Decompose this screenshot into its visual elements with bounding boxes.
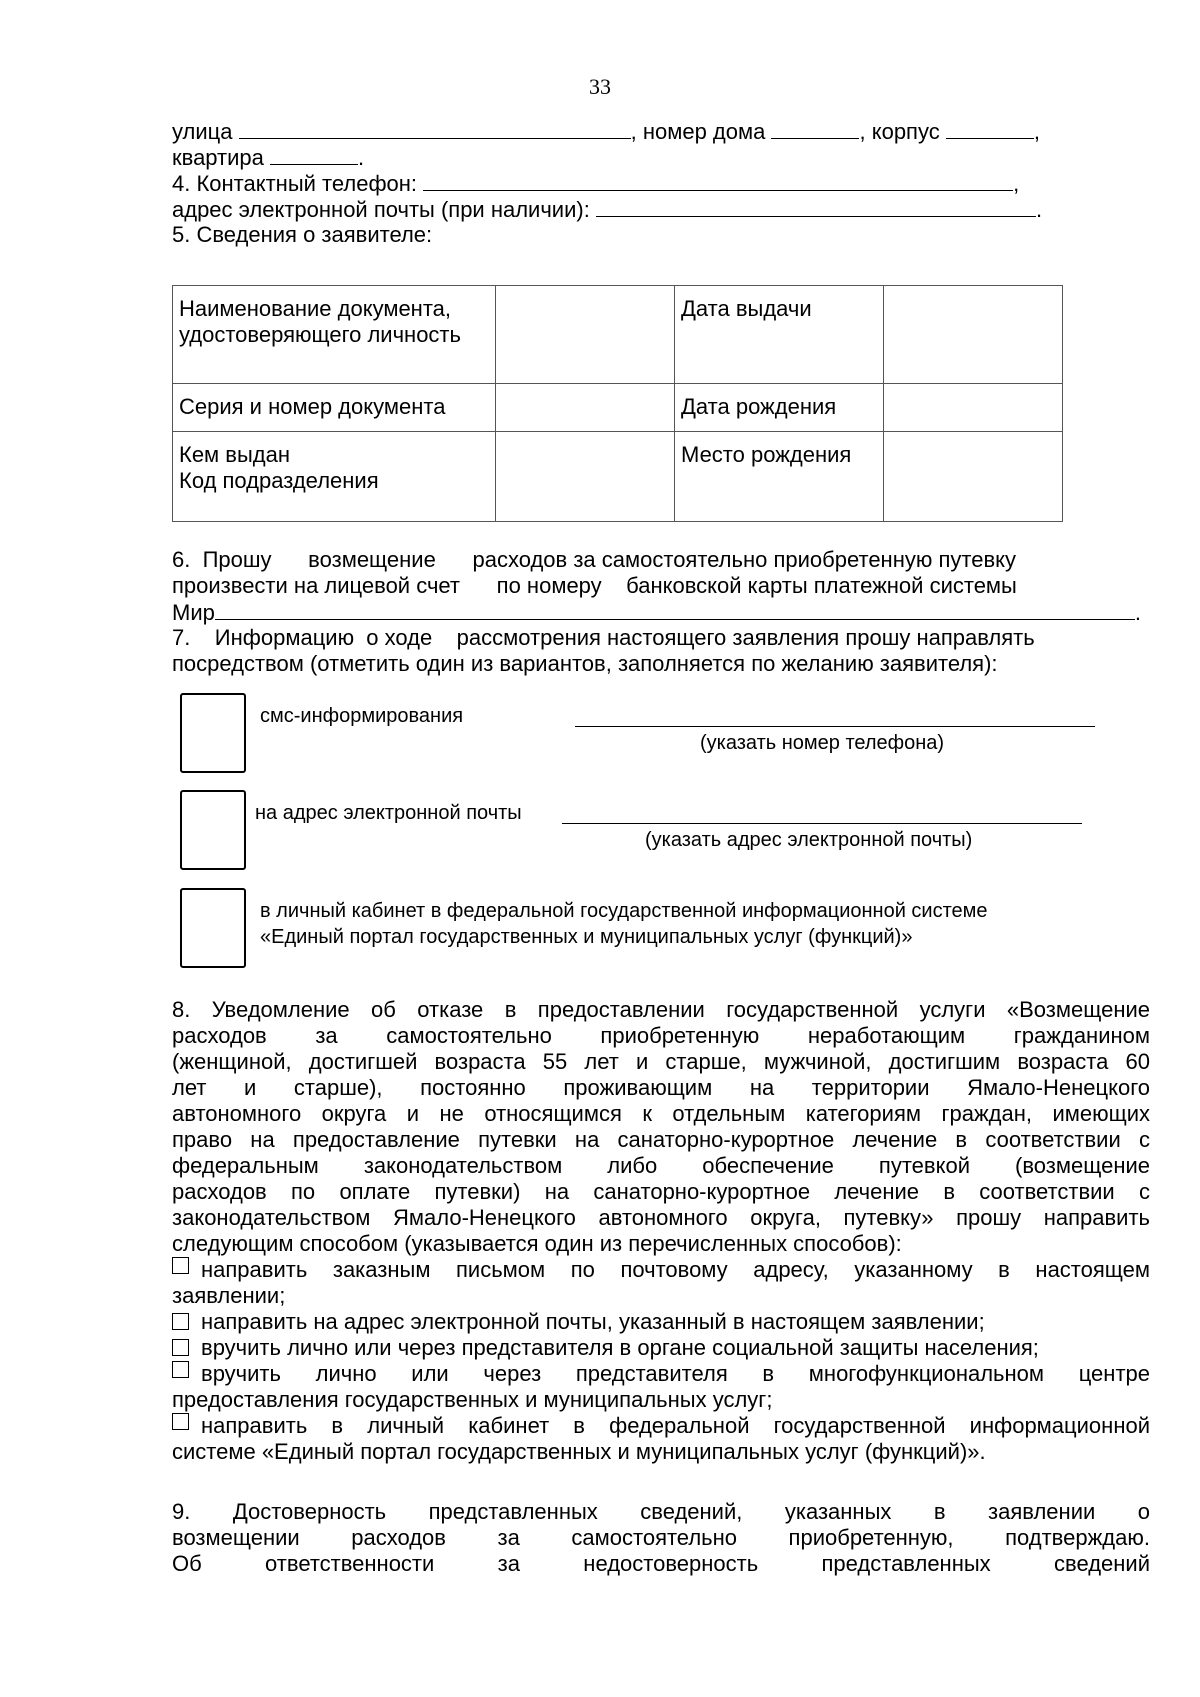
option-checkbox[interactable] [172, 1339, 189, 1356]
p7-line: 7. Информацию о ходе рассмотрения настоящего заявления прошу направлять [172, 625, 1035, 650]
line-text: расходов за самостоятельно приобретенную неработающим гражданином [172, 1023, 1150, 1048]
p8-option-line [172, 1335, 1150, 1361]
corpus-field[interactable] [946, 118, 1034, 139]
cabinet-option-line: «Единый портал государственных и муниципальных услуг (функций)» [260, 926, 913, 948]
line-text: право на предоставление путевки на санаторно-курортное лечение в соответствии с [172, 1127, 1150, 1152]
line-text: федеральным законодательством либо обеспечение путевкой (возмещение [172, 1153, 1150, 1178]
p8-line [172, 1179, 1150, 1205]
line-text: Об ответственности за недостоверность представленных сведений [172, 1551, 1150, 1576]
cabinet-checkbox[interactable] [180, 888, 246, 968]
cell-issued-by-value[interactable] [496, 432, 675, 522]
p8-option-line [172, 1387, 1150, 1413]
cell-doc-name: Наименование документа, удостоверяющего личность [173, 286, 496, 384]
line-text: направить на адрес электронной почты, указанный в настоящем заявлении; [201, 1309, 985, 1334]
line-text: предоставления государственных и муниципальных услуг; [172, 1387, 773, 1412]
cell-birth-date-value[interactable] [884, 384, 1063, 432]
option-checkbox[interactable] [172, 1313, 189, 1330]
street-label: улица [172, 119, 233, 144]
cell-issued-by: Кем выдан Код подразделения [173, 432, 496, 522]
p8-line [172, 1101, 1150, 1127]
phone-field[interactable] [423, 170, 1013, 191]
p7-line: посредством (отметить один из вариантов, заполняется по желанию заявителя): [172, 651, 998, 676]
email-label: адрес электронной почты (при наличии): [172, 197, 590, 222]
apartment-label: квартира [172, 145, 264, 170]
p9-line [172, 1551, 1150, 1577]
line-text: лет и старше), постоянно проживающим на территории Ямало-Ненецкого [172, 1075, 1150, 1100]
p8-line [172, 1023, 1150, 1049]
street-field[interactable] [239, 118, 631, 139]
p8-option-line [172, 1413, 1150, 1439]
address-line: улица , номер дома , корпус , [172, 119, 1040, 144]
line-text: следующим способом (указывается один из перечисленных способов): [172, 1231, 902, 1256]
p8-option-line [172, 1439, 1150, 1465]
apartment-line: квартира . [172, 145, 365, 170]
p8-line [172, 1231, 1150, 1257]
email-checkbox[interactable] [180, 790, 246, 870]
phone-label: 4. Контактный телефон: [172, 171, 418, 196]
line-text: 9. Достоверность представленных сведений, указанных в заявлении о [172, 1499, 1150, 1524]
p6-line: Мир . [172, 600, 1141, 625]
card-number-field[interactable] [215, 599, 1135, 620]
p8-line [172, 997, 1150, 1023]
applicant-heading: 5. Сведения о заявителе: [172, 222, 433, 247]
p8-line [172, 1153, 1150, 1179]
p8-line [172, 1205, 1150, 1231]
line-text: заявлении; [172, 1283, 286, 1308]
cabinet-option-line: в личный кабинет в федеральной государственной информационной системе [260, 900, 988, 922]
cell-issue-date: Дата выдачи [675, 286, 884, 384]
house-label: , номер дома [630, 119, 766, 144]
sms-option-label: смс-информирования [260, 705, 464, 727]
line-text: расходов по оплате путевки) на санаторно-курортное лечение в соответствии с [172, 1179, 1150, 1204]
line-text: законодательством Ямало-Ненецкого автономного округа, путевку» прошу направить [172, 1205, 1150, 1230]
cell-series: Серия и номер документа [173, 384, 496, 432]
line-text: направить в личный кабинет в федеральной государственной информационной [201, 1413, 1150, 1438]
cell-doc-name-value[interactable] [496, 286, 675, 384]
p9-line [172, 1499, 1150, 1525]
line-text: вручить лично или через представителя в органе социальной защиты населения; [201, 1335, 1039, 1360]
cell-birth-place: Место рождения [675, 432, 884, 522]
line-text: системе «Единый портал государственных и муниципальных услуг (функций)». [172, 1439, 986, 1464]
line-text: (женщиной, достигшей возраста 55 лет и старше, мужчиной, достигшим возраста 60 [172, 1049, 1150, 1074]
sms-hint: (указать номер телефона) [700, 732, 945, 754]
email-address-field[interactable] [562, 803, 1082, 824]
house-field[interactable] [771, 118, 859, 139]
page-number: 33 [589, 74, 611, 99]
p9-line [172, 1525, 1150, 1551]
p6-line: произвести на лицевой счет по номеру банковской карты платежной системы [172, 573, 1017, 598]
p8-option-line [172, 1361, 1150, 1387]
phone-line: 4. Контактный телефон: , [172, 171, 1020, 196]
option-checkbox[interactable] [172, 1257, 189, 1274]
line-text: возмещении расходов за самостоятельно приобретенную, подтверждаю. [172, 1525, 1150, 1550]
email-field[interactable] [596, 196, 1036, 217]
mir-label: Мир [172, 600, 215, 625]
email-option-label: на адрес электронной почты [255, 802, 522, 824]
p8-line [172, 1127, 1150, 1153]
cell-birth-place-value[interactable] [884, 432, 1063, 522]
option-checkbox[interactable] [172, 1361, 189, 1378]
line-text: 8. Уведомление об отказе в предоставлении государственной услуги «Возмещение [172, 997, 1150, 1022]
email-hint: (указать адрес электронной почты) [645, 829, 973, 851]
email-line: адрес электронной почты (при наличии): . [172, 197, 1043, 222]
sms-phone-field[interactable] [575, 706, 1095, 727]
p8-option-line [172, 1257, 1150, 1283]
p8-option-line [172, 1283, 1150, 1309]
apartment-field[interactable] [270, 144, 358, 165]
p8-line [172, 1049, 1150, 1075]
p8-option-line [172, 1309, 1150, 1335]
p8-line [172, 1075, 1150, 1101]
sms-checkbox[interactable] [180, 693, 246, 773]
p6-line: 6. Прошу возмещение расходов за самостоятельно приобретенную путевку [172, 547, 1017, 572]
cell-series-value[interactable] [496, 384, 675, 432]
corpus-label: , корпус [859, 119, 940, 144]
cell-birth-date: Дата рождения [675, 384, 884, 432]
option-checkbox[interactable] [172, 1413, 189, 1430]
cell-issue-date-value[interactable] [884, 286, 1063, 384]
line-text: вручить лично или через представителя в многофункциональном центре [201, 1361, 1150, 1386]
line-text: направить заказным письмом по почтовому адресу, указанному в настоящем [201, 1257, 1150, 1282]
line-text: автономного округа и не относящимся к отдельным категориям граждан, имеющих [172, 1101, 1150, 1126]
applicant-table [172, 285, 1063, 522]
